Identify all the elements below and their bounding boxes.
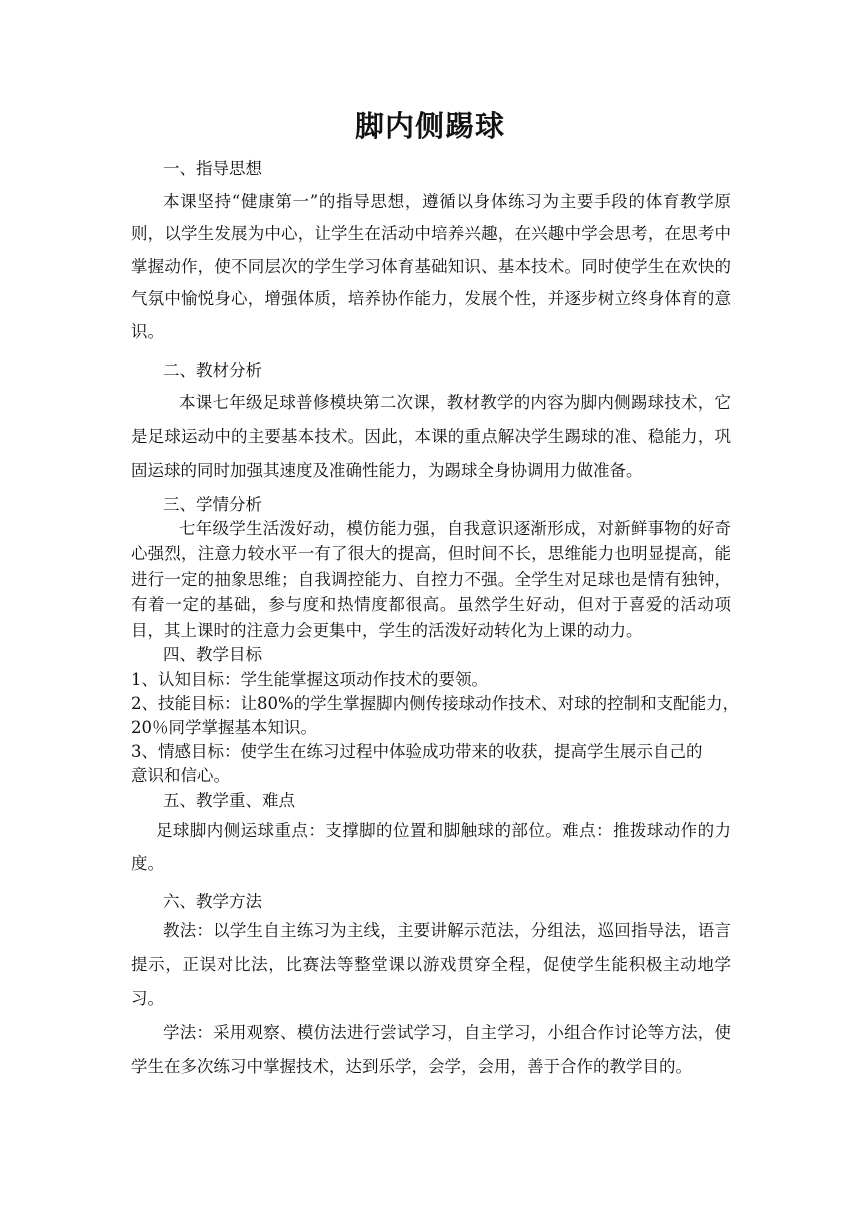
section-text-learner-analysis: 七年级学生活泼好动，模仿能力强，自我意识逐渐形成，对新鲜事物的好奇心强烈，注意力较水平一有了很大的提高，但时间不长，思维能力也明显提高，能进行一定的抽象思维；自我调控能力、自控力不强。全学生对足球也是情有独钟，有着一定的基础，参与度和热情度都很高。虽然学生好动，但对于喜爱的活动项目，其上课时的注意力会更集中，学生的活泼好动转化为上课的动力。 xyxy=(131,519,731,640)
section-heading-learner-analysis: 三、学情分析 xyxy=(163,495,262,514)
objective-skill: 2、技能目标：让80%的学生掌握脚内侧传接球动作技术、对球的控制和支配能力， xyxy=(131,694,740,713)
objective-skill-continued: 20％同学掌握基本知识。 xyxy=(131,718,317,737)
objective-affective-continued: 意识和信心。 xyxy=(131,766,230,785)
section-heading-key-points: 五、教学重、难点 xyxy=(163,791,295,810)
section-text-key-points: 足球脚内侧运球重点：支撑脚的位置和脚触球的部位。难点：推拨球动作的力度。 xyxy=(131,821,731,873)
document-title: 脚内侧踢球 xyxy=(354,109,505,143)
objective-affective: 3、情感目标：使学生在练习过程中体验成功带来的收获，提高学生展示自己的 xyxy=(131,742,703,761)
section-heading-material-analysis: 二、教材分析 xyxy=(163,361,262,380)
section-heading-teaching-methods: 六、教学方法 xyxy=(163,892,262,911)
section-text-guiding-ideology: 本课坚持“健康第一”的指导思想，遵循以身体练习为主要手段的体育教学原则，以学生发展为中心，让学生在活动中培养兴趣，在兴趣中学会思考，在思考中掌握动作，使不同层次的学生学习体育基础知识、基本技术。同时使学生在欢快的气氛中愉悦身心，增强体质，培养协作能力，发展个性，并逐步树立终身体育的意识。 xyxy=(131,192,731,341)
section-heading-teaching-objectives: 四、教学目标 xyxy=(163,645,262,664)
section-text-teaching-method: 教法：以学生自主练习为主线，主要讲解示范法，分组法，巡回指导法，语言提示，正误对比法，比赛法等整堂课以游戏贯穿全程，促使学生能积极主动地学习。 xyxy=(131,921,731,1008)
section-text-material-analysis: 本课七年级足球普修模块第二次课，教材教学的内容为脚内侧踢球技术，它是足球运动中的主要基本技术。因此，本课的重点解决学生踢球的准、稳能力，巩固运球的同时加强其速度及准确性能力，为踢球全身协调用力做准备。 xyxy=(131,393,731,480)
section-heading-guiding-ideology: 一、指导思想 xyxy=(163,159,262,178)
section-text-learning-method: 学法：采用观察、模仿法进行尝试学习，自主学习，小组合作讨论等方法，使学生在多次练习中掌握技术，达到乐学，会学，会用，善于合作的教学目的。 xyxy=(131,1023,731,1076)
objective-cognitive: 1、认知目标：学生能掌握这项动作技术的要领。 xyxy=(131,670,488,689)
